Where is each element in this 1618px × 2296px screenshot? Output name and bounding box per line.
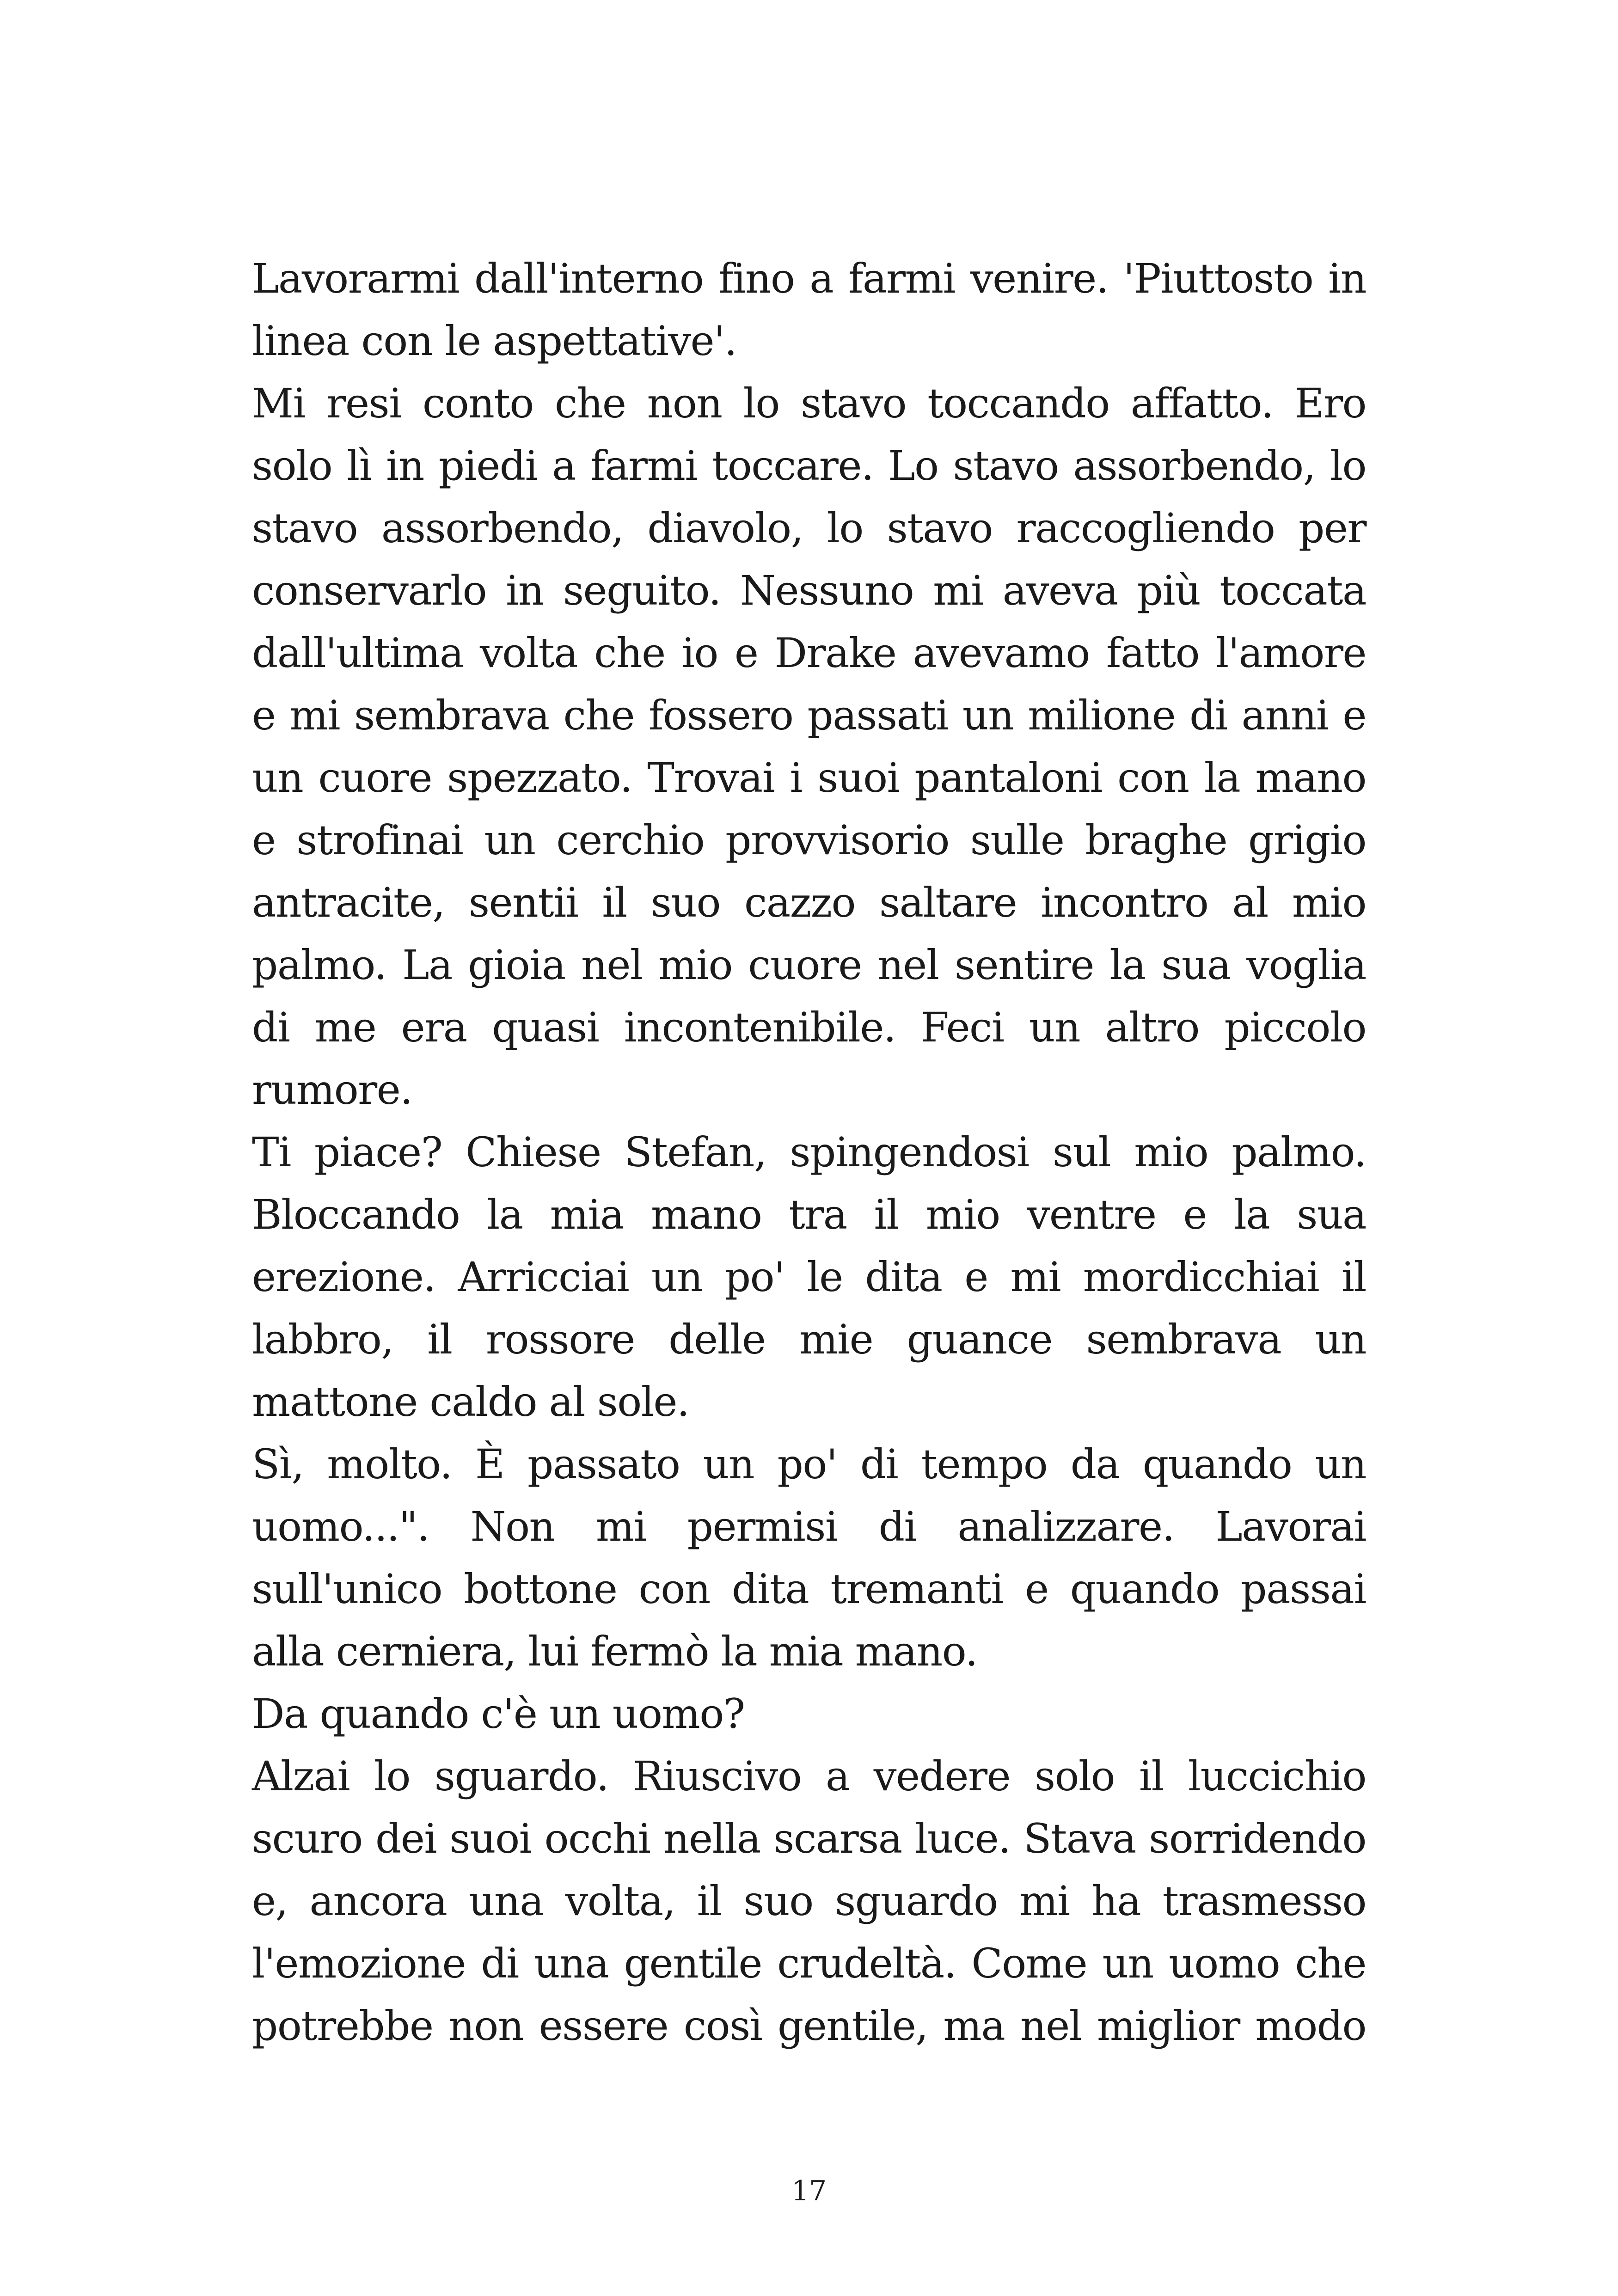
paragraph-3: Ti piace? Chiese Stefan, spingendosi sul mio palmo. Bloccando la mia mano tra il mio ventre e la sua erezione. Arricciai un po' le dita e mi mordicchiai il labbro, il rossore delle mie guance sembrava un mattone caldo al sole. — [252, 1128, 1366, 1426]
body-text — [252, 247, 1366, 2057]
paragraph-2: Mi resi conto che non lo stavo toccando affatto. Ero solo lì in piedi a farmi toccare. Lo stavo assorbendo, lo stavo assorbendo, diavolo, lo stavo raccogliendo per conservarlo in seguito. Nessuno mi aveva più toccata dall'ultima volta che io e Drake avevamo fatto l'amore e mi sembrava che fossero passati un milione di anni e un cuore spezzato. Trovai i suoi pantaloni con la mano e strofinai un cerchio provvisorio sulle braghe grigio antracite, sentii il suo cazzo saltare incontro al mio palmo. La gioia nel mio cuore nel sentire la sua voglia di me era quasi incontenibile. Feci un altro piccolo rumore. — [252, 380, 1366, 1114]
paragraph-1: Lavorarmi dall'interno fino a farmi venire. 'Piuttosto in linea con le aspettative'. — [252, 255, 1366, 365]
paragraph-4: Sì, molto. È passato un po' di tempo da quando un uomo...". Non mi permisi di analizzare. Lavorai sull'unico bottone con dita tremanti e quando passai alla cerniera, lui fermò la mia mano. — [252, 1440, 1366, 1675]
paragraph-5: Da quando c'è un uomo? — [252, 1690, 745, 1738]
paragraph-6: Alzai lo sguardo. Riuscivo a vedere solo il luccichio scuro dei suoi occhi nella scarsa luce. Stava sorridendo e, ancora una volta, il suo sguardo mi ha trasmesso l'emozione di una gentile crudeltà. Come un uomo che potrebbe non essere così gentile, ma nel miglior modo — [252, 1752, 1366, 2050]
page-number: 17 — [791, 2175, 827, 2207]
